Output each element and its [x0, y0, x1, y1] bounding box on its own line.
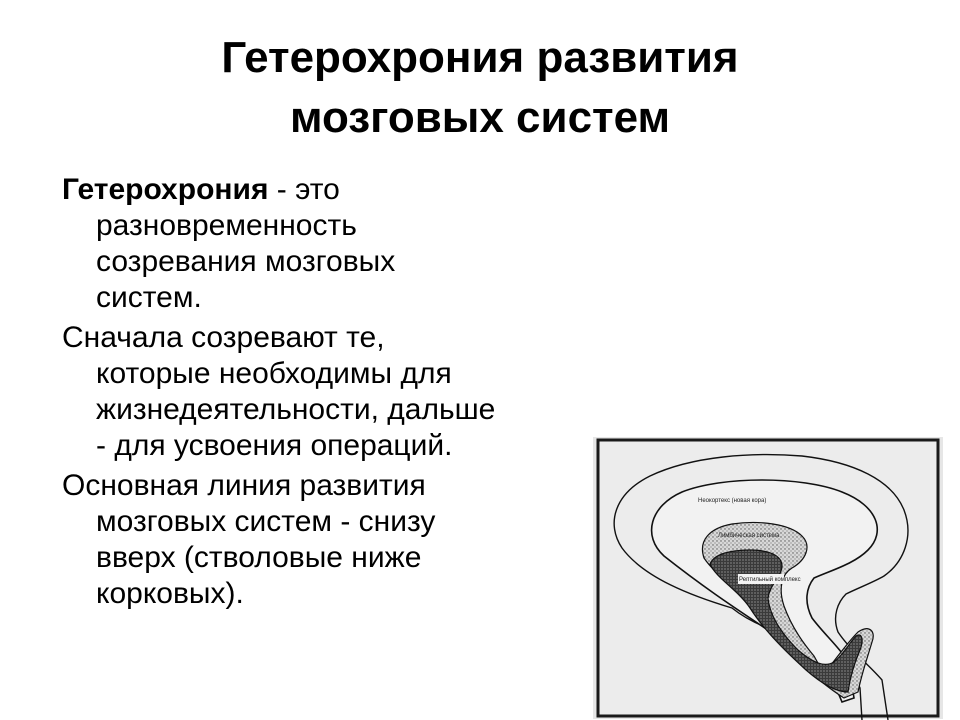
paragraph-line: - для усвоения операций. — [96, 429, 453, 462]
label-neocortex: Неокортекс (новая кора) — [698, 498, 767, 504]
brain-diagram — [592, 436, 944, 720]
paragraph-first-line — [62, 172, 622, 208]
paragraph-line: систем. — [96, 281, 202, 314]
paragraph-first-line: Основная линия развития — [62, 469, 426, 502]
paragraph-line: корковых). — [96, 577, 244, 610]
slide-title — [80, 28, 880, 148]
paragraph-line: разновременность — [96, 209, 357, 242]
paragraph-line: вверх (стволовые ниже — [96, 541, 422, 574]
paragraph-first-line: Сначала созревают те, — [62, 321, 385, 354]
label-reptilian-complex: Рептильный комплекс — [739, 577, 801, 583]
title-line-2: мозговых систем — [289, 93, 671, 142]
label-limbic-system: Лимбическая система — [718, 533, 780, 539]
slide-body — [62, 172, 622, 616]
brain-diagram-svg — [592, 436, 944, 720]
title-line-1: Гетерохрония развития — [221, 33, 739, 82]
paragraph-order — [62, 320, 622, 464]
paragraph-definition — [62, 172, 622, 316]
paragraph-line: которые необходимы для — [96, 357, 452, 390]
paragraph-direction — [62, 468, 622, 612]
paragraph-line: мозговых систем - снизу — [96, 505, 436, 538]
paragraph-line: жизнедеятельности, дальше — [96, 393, 496, 426]
definition-intro: - это — [268, 173, 340, 206]
paragraph-line: созревания мозговых — [96, 245, 396, 278]
term-heterochrony: Гетерохрония — [62, 173, 269, 206]
